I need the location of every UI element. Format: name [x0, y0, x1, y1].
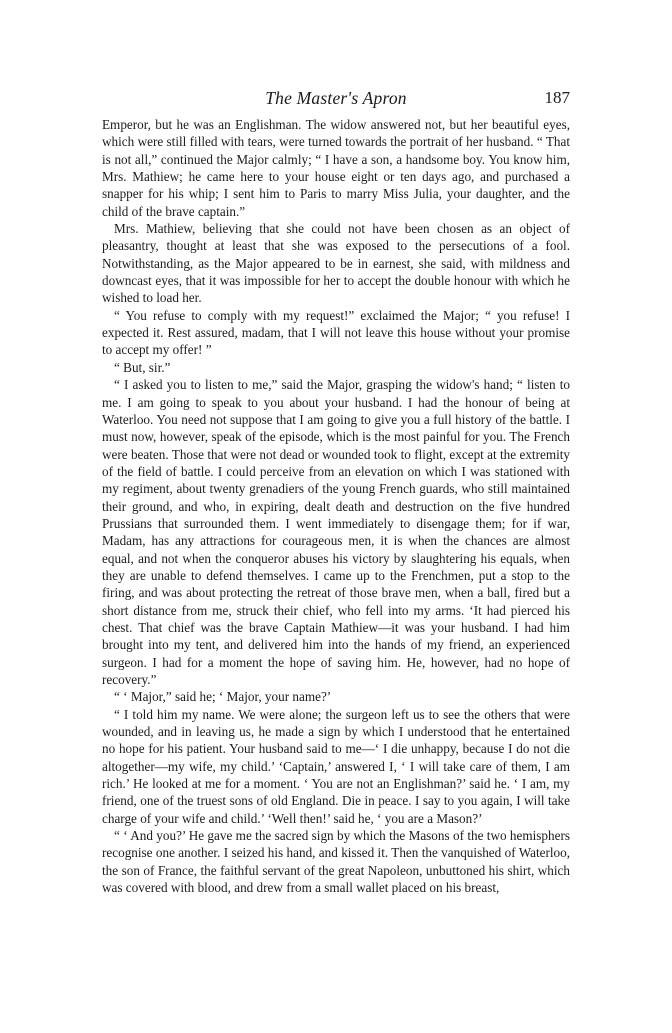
running-title: The Master's Apron	[265, 88, 407, 108]
paragraph-5: “ I asked you to listen to me,” said the Major, grasping the widow's hand; “ listen to me. I am going to speak to you about your husband. I had the honour of being at Waterloo. You need not suppose that I am going to give you a full history of the battle. I must now, however, speak of the episode, which is the most painful for you. The French were beaten. Those that were not dead or wounded took to flight, except at the extremity of the field of battle. I could perceive from an elevation on which I was stationed with my regiment, about twenty grenadiers of the young French guards, who still maintained their ground, and who, in expiring, dealt death and destruction on the five hundred Prussians that surrounded them. I went immediately to disengage them; for if war, Madam, has any attractions for courageous men, it is when the chances are almost equal, and not when the conqueror abuses his victory by slaughtering his equals, when they are unable to defend themselves. I came up to the Frenchmen, put a stop to the firing, and was about protecting the retreat of those brave men, when a ball, fired but a short distance from me, struck their chief, who fell into my arms. ‘It had pierced his chest. That chief was the brave Captain Mathiew—it was your husband. I had him brought into my tent, and delivered him into the hands of my friend, an experienced surgeon. I had for a moment the hope of saving him. He, however, had no hope of recovery.”	[102, 377, 570, 687]
book-page	[102, 86, 570, 1006]
body-text	[102, 116, 570, 896]
paragraph-6: “ ‘ Major,” said he; ‘ Major, your name?’	[114, 689, 332, 705]
paragraph-7: “ I told him my name. We were alone; the surgeon left us to see the others that were wounded, and in leaving us, he made a sign by which I understood that he entertained no hope for his patient. Your husband said to me—‘ I die unhappy, because I do not die altogether—my wife, my child.’ ‘Captain,’ answered I, ‘ I will take care of them, I am rich.’ He looked at me for a moment. ‘ You are not an Englishman?’ said he. ‘ I am, my friend, one of the truest sons of old England. Die in peace. I say to you again, I will take charge of your wife and child.’ ‘Well then!’ said he, ‘ you are a Mason?’	[102, 706, 570, 826]
paragraph-3: “ You refuse to comply with my request!” exclaimed the Major; “ you refuse! I expected it. Rest assured, madam, that I will not leave this house without your promise to accept my offer! ”	[102, 307, 570, 358]
paragraph-4: “ But, sir.”	[114, 359, 171, 375]
page-number: 187	[544, 88, 570, 107]
page-header	[102, 86, 570, 116]
paragraph-8: “ ‘ And you?’ He gave me the sacred sign by which the Masons of the two hemisphers recognise one another. I seized his hand, and kissed it. Then the vanquished of Waterloo, the son of France, the faithful servant of the great Napoleon, unbuttoned his shirt, which was covered with blood, and drew from a small wallet placed on his breast,	[102, 828, 570, 896]
paragraph-2: Mrs. Mathiew, believing that she could not have been chosen as an object of pleasantry, thought at least that she was exposed to the persecutions of a fool. Notwithstanding, as the Major appeared to be in earnest, she said, with mildness and downcast eyes, that it was impossible for her to accept the double honour with which he wished to load her.	[102, 221, 570, 306]
paragraph-1: Emperor, but he was an Englishman. The widow answered not, but her beautiful eyes, which were still filled with tears, were turned towards the portrait of her husband. “ That is not all,” continued the Major calmly; “ I have a son, a handsome boy. You know him, Mrs. Mathiew; he came here to your house eight or ten days ago, and purchased a snapper for his whip; I sent him to Paris to marry Miss Julia, your daughter, and the child of the brave captain.”	[102, 117, 570, 219]
